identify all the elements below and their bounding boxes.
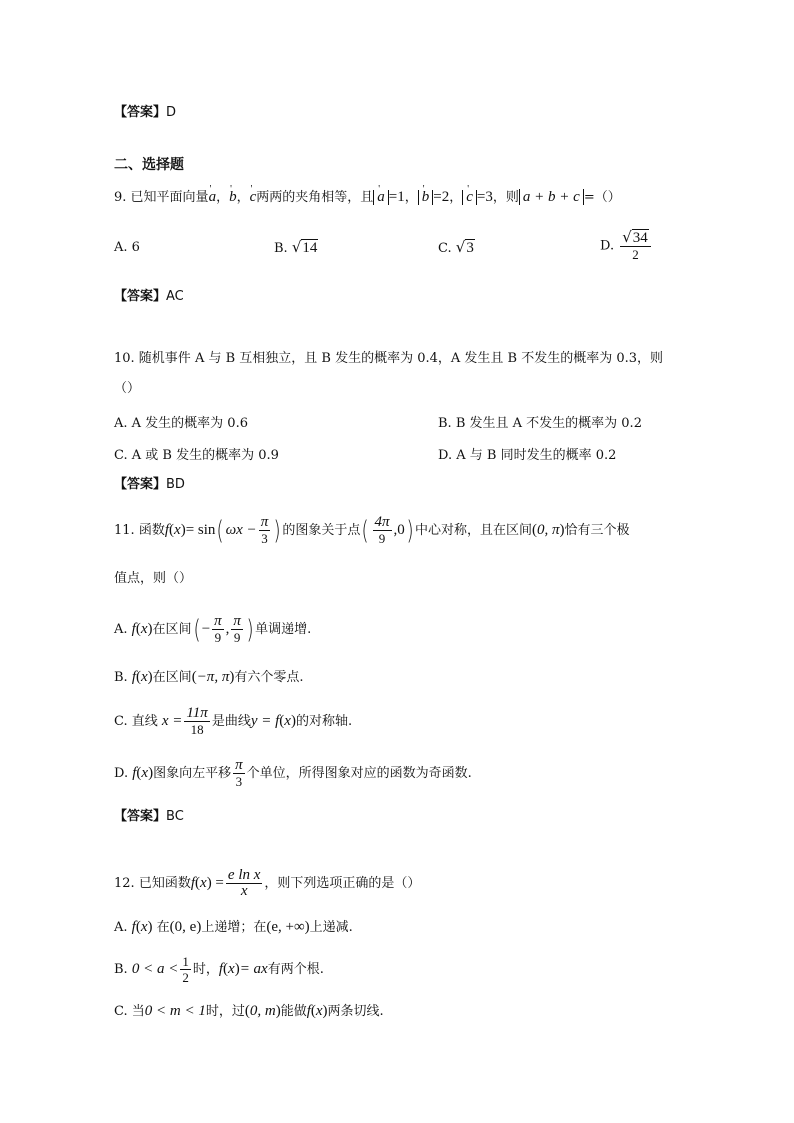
- magnitude-c-value: =3: [476, 189, 493, 205]
- fraction-elnx-x: [226, 868, 262, 899]
- option-label: B.: [114, 670, 128, 685]
- denominator: 2: [632, 247, 639, 262]
- q12-option-c: C. 当0 < m < 1时，过(0, m)能做f(x)两条切线.: [114, 1003, 384, 1019]
- comma: ,: [225, 621, 230, 637]
- denominator: 3: [261, 531, 268, 546]
- vector-a: ' a: [377, 189, 385, 205]
- function-f: f: [306, 1003, 311, 1019]
- q11-option-c: C. 直线 x = $\frac{11\pi}{18}$ 是曲线y = f(x)的对称轴.: [114, 705, 353, 737]
- answer-label: 【答案】: [114, 809, 167, 824]
- question-text: =（）: [583, 190, 621, 205]
- answer-label: 【答案】: [114, 289, 167, 304]
- answer-value: AC: [166, 289, 184, 304]
- fraction-pi-3: [259, 515, 271, 546]
- option-text: 个单位，所得图象对应的函数为奇函数.: [246, 766, 472, 781]
- answer-q10: [114, 476, 185, 494]
- q12-option-b: B. 0 < a < $\frac{1}{2}$ 时，f(x)= ax有两个根.: [114, 954, 324, 985]
- question-11-line2: 值点，则（）: [114, 571, 193, 586]
- inequality: 0 < a <: [131, 961, 179, 977]
- comma: ，: [404, 190, 418, 205]
- answer-value: BC: [166, 809, 184, 824]
- variable-x: x: [200, 875, 207, 891]
- radicand: 3: [466, 240, 474, 256]
- option-label: C.: [438, 241, 452, 256]
- denominator: x: [240, 883, 248, 899]
- question-number: 12.: [114, 876, 135, 891]
- fraction-pi-3: [233, 758, 245, 789]
- denominator: 3: [235, 774, 243, 789]
- comma: ，: [449, 190, 463, 205]
- x-equals: x =: [161, 713, 183, 729]
- option-text: 单调递增.: [255, 622, 312, 637]
- function-f: f: [132, 765, 137, 781]
- option-text: 两条切线.: [327, 1004, 384, 1019]
- vector-sum-magnitude: a + b + c: [519, 189, 584, 205]
- answer-label: 【答案】: [114, 477, 167, 492]
- option-label: D.: [114, 766, 129, 781]
- option-text: 上递增；在: [201, 920, 267, 935]
- fraction-11pi-18: [184, 706, 209, 737]
- option-label: C. 直线: [114, 714, 158, 729]
- q9-option-c: [438, 238, 475, 257]
- option-label: B.: [114, 962, 128, 977]
- sqrt-icon: √: [455, 238, 466, 256]
- q9-option-a: A. 6: [114, 240, 140, 255]
- option-text: 能做: [280, 1004, 307, 1019]
- answer-q8: [114, 104, 176, 122]
- variable-x: x: [228, 961, 235, 977]
- question-number: 11.: [114, 523, 135, 538]
- answer-q9: [114, 288, 184, 306]
- numerator: π: [260, 514, 269, 530]
- function-f: f: [131, 669, 136, 685]
- interval: e, +∞: [271, 919, 305, 935]
- question-9: [114, 188, 621, 207]
- magnitude-a-value: =1: [388, 189, 405, 205]
- option-label: D.: [600, 238, 615, 254]
- numerator: π: [214, 613, 222, 629]
- variable-x: x: [284, 713, 291, 729]
- sqrt-icon: √: [291, 238, 302, 256]
- vector-c: ' c: [250, 189, 257, 205]
- answer-q11: [114, 808, 184, 826]
- variable-x: x: [141, 669, 148, 685]
- variable-x: x: [141, 765, 149, 781]
- question-text: 函数: [138, 523, 165, 538]
- denominator: 2: [182, 970, 189, 985]
- interval: 0, π: [536, 522, 560, 538]
- denominator: 18: [190, 722, 204, 737]
- question-10-line1: 10. 随机事件 A 与 B 互相独立，且 B 发生的概率为 0.4，A 发生且 B 不发生的概率为 0.3，则: [114, 351, 664, 366]
- question-text: ，则: [492, 190, 519, 205]
- q11-option-d: D. f(x)图象向左平移 $\frac{\pi}{3}$ 个单位，所得图象对应的函数为奇函数.: [114, 757, 472, 789]
- comma: ，: [236, 190, 250, 205]
- q9-option-d: [600, 230, 653, 262]
- option-text: 在区间: [152, 622, 192, 637]
- variable-x: x: [174, 522, 181, 538]
- question-number: 9.: [114, 190, 127, 205]
- numerator: e ln x: [227, 867, 261, 883]
- answer-value: D: [166, 105, 177, 120]
- function-f: f: [190, 875, 196, 891]
- option-text: 有六个零点.: [234, 670, 304, 685]
- option-text: 在: [156, 920, 170, 935]
- inequality: 0 < m < 1: [144, 1003, 206, 1019]
- option-text: 的对称轴.: [295, 714, 353, 729]
- magnitude-b: [418, 190, 434, 205]
- function-f: f: [218, 961, 224, 977]
- y-equals-f: y = f: [250, 713, 280, 729]
- interval: −π, π: [196, 669, 230, 685]
- vector-c: ' c: [466, 189, 473, 205]
- fraction-1-2: [180, 954, 191, 985]
- sin-expression: = sin: [185, 522, 216, 538]
- question-11-line1: 11. 函数f(x)= sin( ωx − $\frac{\pi}{3}$ ) 的图象关于点( $\frac{4\pi}{9}$ ,0) 中心对称，且在区间(0, π)恰有三个极: [114, 514, 630, 546]
- q11-option-a: A. f(x)在区间( − $\frac{\pi}{9}$ , $\frac{\pi}{9}$ ) 单调递增.: [114, 613, 312, 645]
- answer-value: BD: [166, 477, 185, 492]
- comma: ，: [216, 190, 230, 205]
- question-text: 两两的夹角相等，且: [256, 190, 374, 205]
- function-f: f: [131, 621, 136, 637]
- q11-option-b: B. f(x)在区间(−π, π)有六个零点.: [114, 669, 304, 685]
- option-text: 是曲线: [211, 714, 251, 729]
- section-title: 二、选择题: [114, 157, 184, 173]
- question-text: 恰有三个极: [564, 523, 630, 538]
- option-label: A.: [114, 622, 128, 637]
- magnitude-c: [462, 190, 477, 205]
- q12-option-a: A. f(x) 在(0, e)上递增；在(e, +∞)上递减.: [114, 919, 353, 935]
- interval: 0, e: [174, 919, 197, 935]
- denominator: 9: [214, 630, 222, 645]
- variable-x: x: [140, 621, 148, 637]
- option-text: 图象向左平移: [153, 766, 232, 781]
- question-12: 12. 已知函数f(x) = $\frac{\text{e ln x}}{x}$ ，则下列选项正确的是（）: [114, 867, 421, 899]
- magnitude-a: [373, 190, 389, 205]
- q10-option-d: D. A 与 B 同时发生的概率 0.2: [438, 448, 617, 463]
- denominator: 9: [378, 531, 386, 546]
- numerator: π: [235, 757, 243, 773]
- fraction-4pi-9: [373, 515, 392, 546]
- option-label: A.: [114, 920, 128, 935]
- vector-a: ' a: [209, 189, 217, 205]
- sqrt-icon: √: [622, 228, 632, 246]
- numerator: 4π: [374, 514, 390, 530]
- option-label: B.: [274, 241, 288, 256]
- question-text: 已知函数: [138, 876, 191, 891]
- question-10-line2: （）: [114, 381, 141, 396]
- equation: = ax: [239, 961, 268, 977]
- question-text: 已知平面向量: [130, 190, 209, 205]
- option-text: 上递减.: [309, 920, 353, 935]
- variable-x: x: [140, 919, 148, 935]
- variable-x: x: [315, 1003, 323, 1019]
- vector-b: ' b: [229, 189, 237, 205]
- function-f: f: [131, 919, 136, 935]
- q9-option-b: [274, 238, 318, 257]
- radicand: 14: [302, 240, 318, 256]
- fraction-pi-9: [212, 614, 224, 645]
- option-text: 有两个根.: [267, 962, 324, 977]
- numerator: 1: [182, 954, 189, 969]
- option-label: C. 当: [114, 1004, 145, 1019]
- denominator: 9: [233, 630, 241, 645]
- option-text: 时，: [192, 962, 219, 977]
- omega-x: ωx −: [225, 522, 257, 538]
- q10-option-b: B. B 发生且 A 不发生的概率为 0.2: [438, 416, 642, 431]
- fraction: [620, 230, 651, 262]
- numerator: π: [233, 613, 241, 629]
- function-f: f: [164, 522, 170, 538]
- point: 0, m: [249, 1003, 276, 1019]
- question-text: ，则下列选项正确的是（）: [264, 876, 421, 891]
- point-y: ,0: [393, 522, 405, 538]
- radicand: 34: [632, 230, 648, 246]
- answer-label: 【答案】: [114, 105, 167, 120]
- vector-b: ' b: [422, 189, 430, 205]
- magnitude-b-value: =2: [433, 189, 450, 205]
- q10-option-c: C. A 或 B 发生的概率为 0.9: [114, 448, 279, 463]
- question-text: 中心对称，且在区间: [414, 523, 532, 538]
- q10-option-a: A. A 发生的概率为 0.6: [114, 416, 248, 431]
- minus-sign: −: [201, 621, 211, 637]
- numerator: 11π: [186, 705, 208, 721]
- option-text: 时，过: [205, 1004, 245, 1019]
- fraction-pi-9: [231, 614, 243, 645]
- option-text: 在区间: [152, 670, 192, 685]
- question-text: 的图象关于点: [282, 523, 361, 538]
